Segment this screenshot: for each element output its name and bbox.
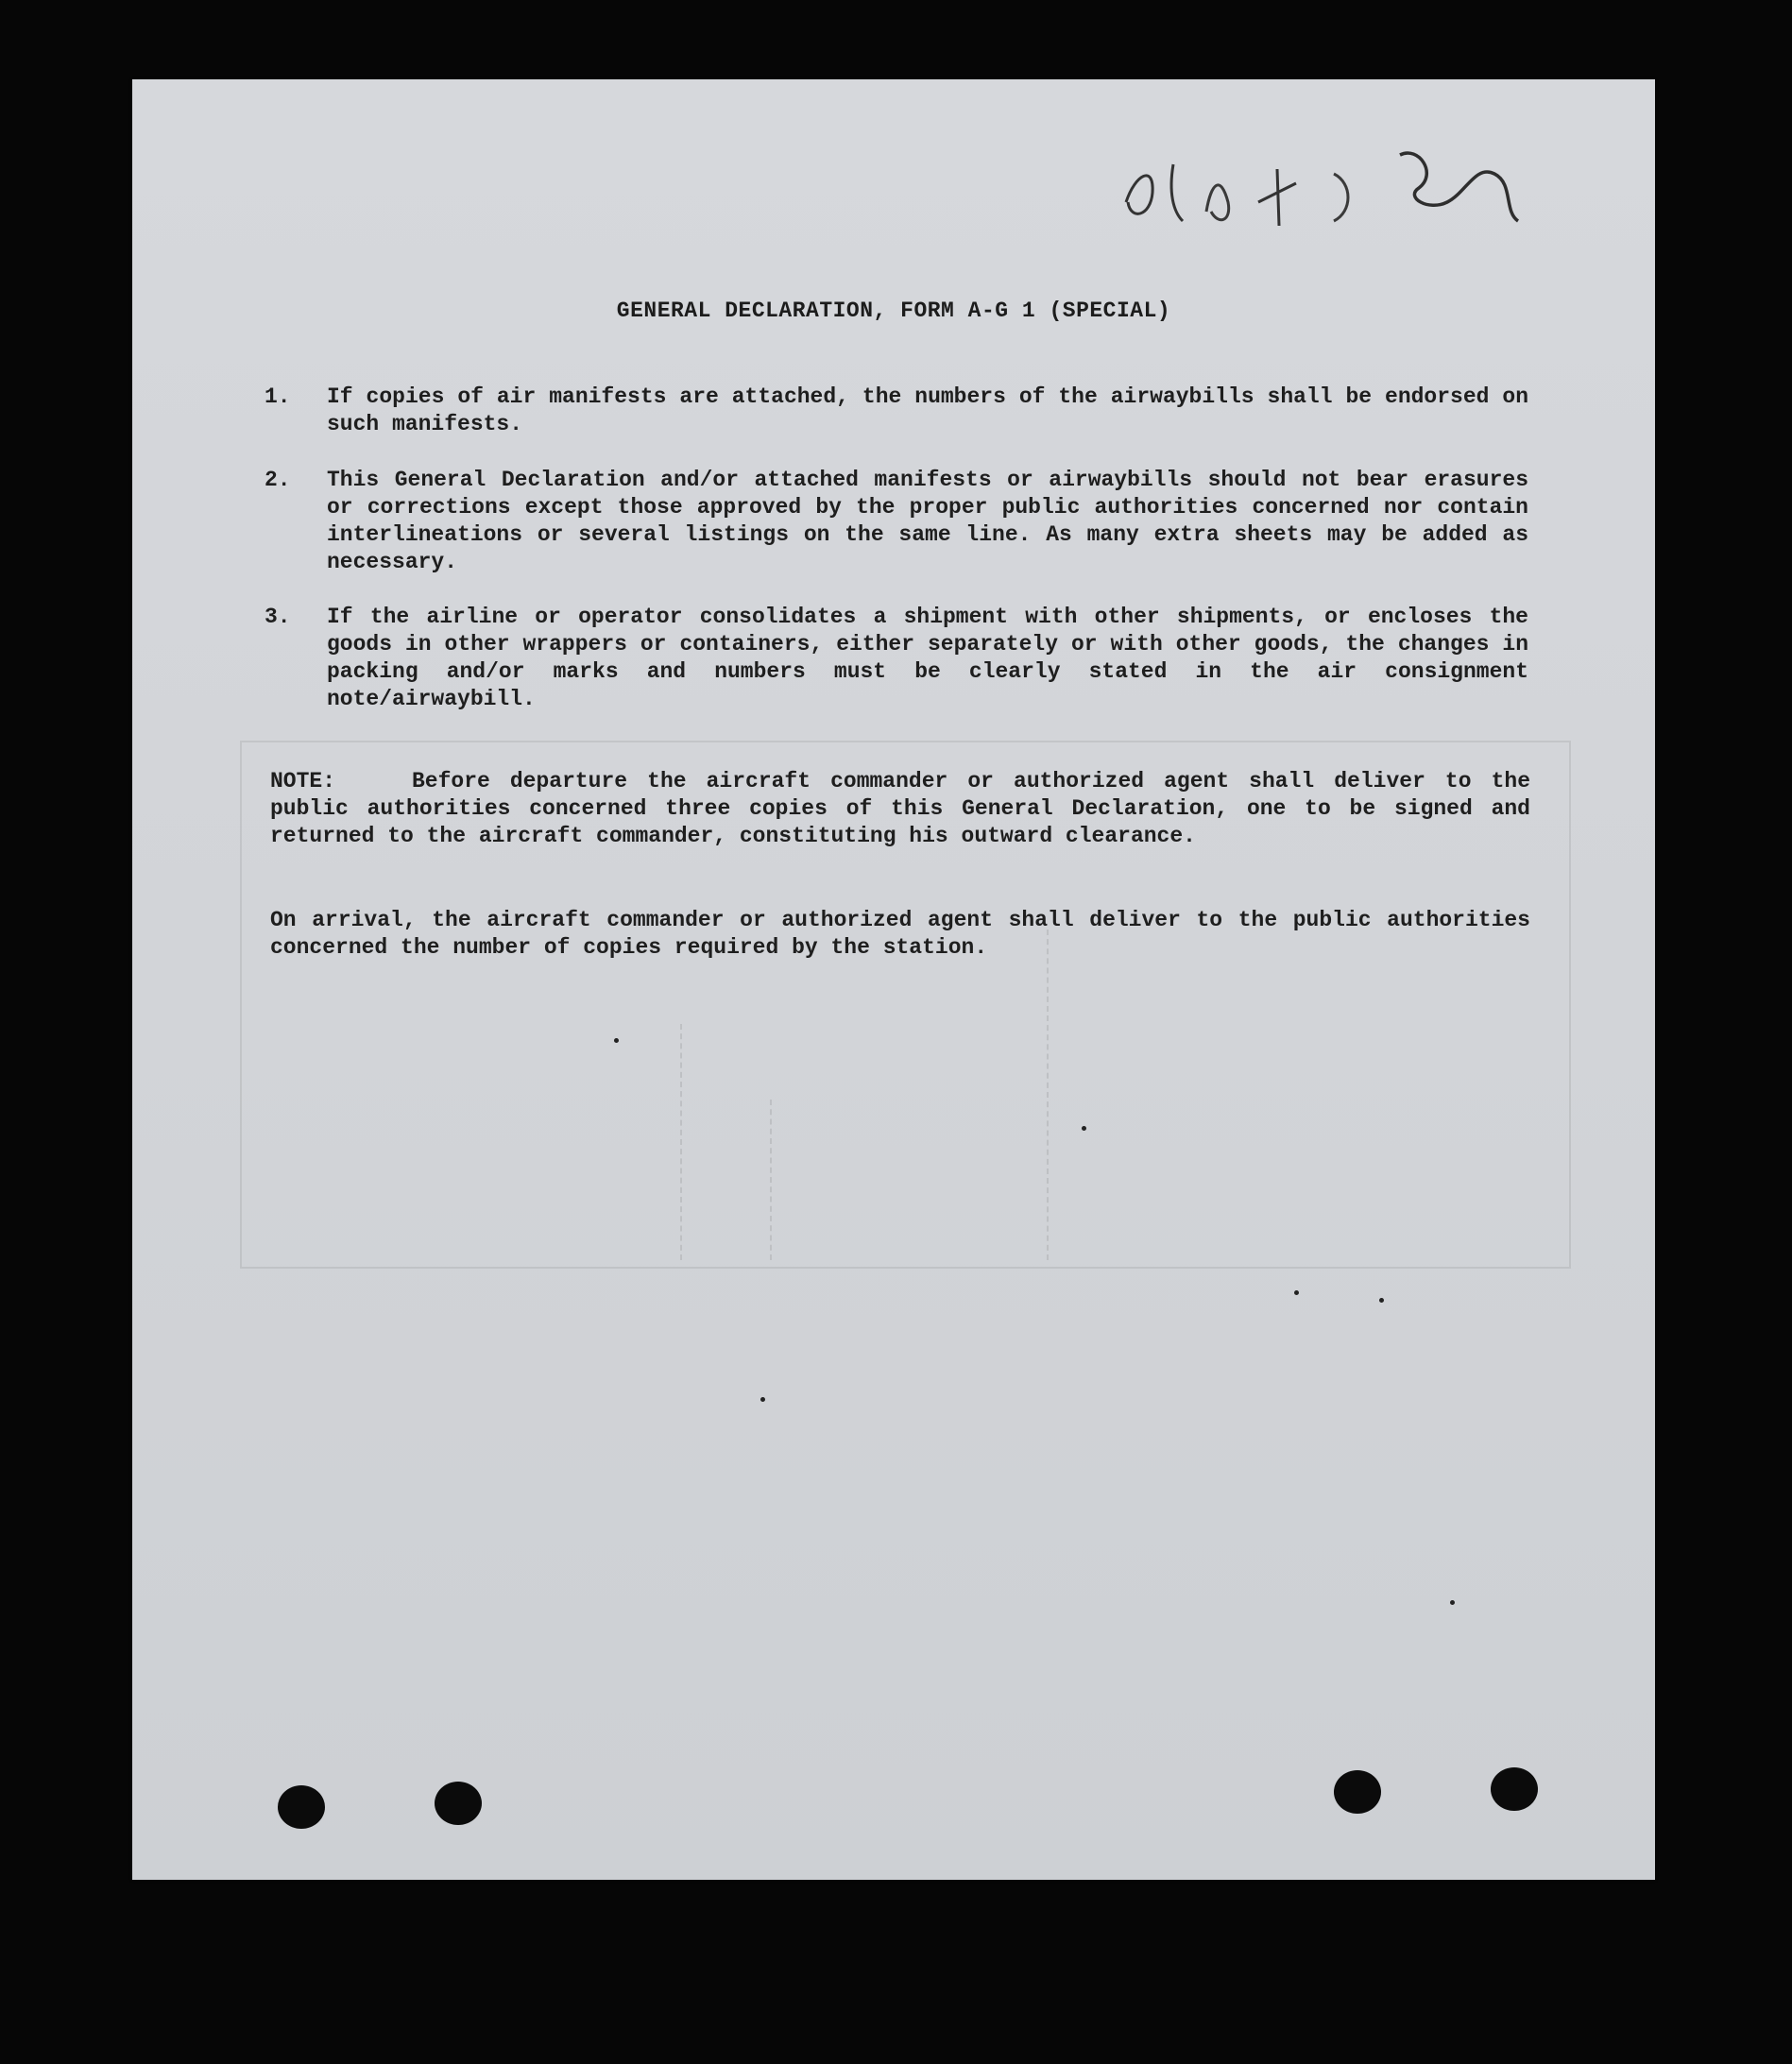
punch-hole xyxy=(435,1782,482,1825)
speck xyxy=(1450,1600,1455,1605)
item-text: If the airline or operator consolidates a shipment with other shipments, or encloses the goods in other wrappers or containers, either separately or with other goods, the changes in packing and/or marks and numbers must be clearly stated in the air consignment note/airwaybill. xyxy=(327,605,1528,711)
bleed-through-line xyxy=(1047,930,1049,1260)
page-title: GENERAL DECLARATION, FORM A-G 1 (SPECIAL) xyxy=(616,299,1171,323)
item-number: 1. xyxy=(265,384,291,409)
departure-note xyxy=(270,768,1530,850)
speck xyxy=(1294,1290,1299,1295)
speck xyxy=(614,1038,619,1043)
speck xyxy=(1379,1298,1384,1303)
speck xyxy=(1082,1126,1086,1131)
item-text: This General Declaration and/or attached manifests or airwaybills should not bear erasures or corrections except those approved by the proper public authorities concerned nor contain interlineations or several listings on the same line. As many extra sheets may be added as necessary. xyxy=(327,468,1528,574)
item-number: 2. xyxy=(265,468,291,492)
bleed-through-line xyxy=(680,1024,682,1260)
punch-hole xyxy=(278,1785,325,1829)
note-label: NOTE: xyxy=(270,769,336,793)
bleed-through-line xyxy=(770,1100,772,1260)
item-text: If copies of air manifests are attached, the numbers of the airwaybills shall be endorsed on such manifests. xyxy=(327,384,1528,436)
speck xyxy=(760,1397,765,1402)
arrival-paragraph: On arrival, the aircraft commander or authorized agent shall deliver to the public authorities concerned the number of copies required by the station. xyxy=(270,908,1530,960)
punch-hole xyxy=(1491,1767,1538,1811)
document-page xyxy=(132,79,1655,1880)
note-text: Before departure the aircraft commander or authorized agent shall deliver to the public authorities concerned three copies of this General Declaration, one to be signed and returned to the aircraft commander, constituting his outward clearance. xyxy=(270,769,1530,848)
handwritten-annotation xyxy=(1117,136,1532,240)
item-number: 3. xyxy=(265,605,291,629)
punch-hole xyxy=(1334,1770,1381,1814)
